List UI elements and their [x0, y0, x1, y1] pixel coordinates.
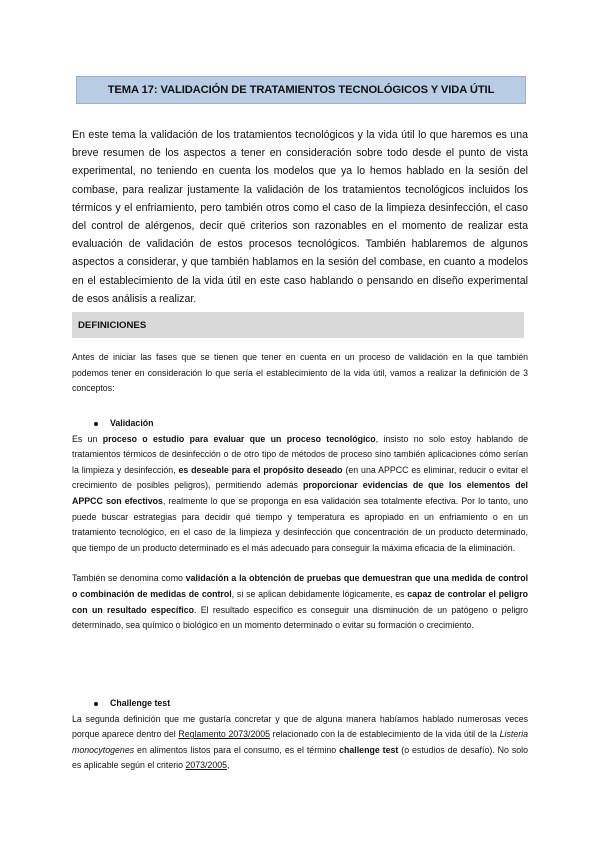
definitions-intro: [72, 350, 528, 397]
intro-text: En este tema la validación de los tratamientos tecnológicos y la vida útil lo que haremos es una breve resumen de los aspectos a tener en consideración sobre todo desde el punto de vista experimental, no teniendo en cuenta los modelos que ya lo hemos hablado en la sesión del combase, para realizar justamente la validación de los tratamientos tecnológicos incluidos los térmicos y el enfriamiento, pero también otros como el caso de la limpieza desinfección, el caso del control de alérgenos, decir qué criterios son razonables en el momento de realizar esta evaluación de validación de estos procesos tecnológicos. También hablaremos de algunos aspectos a considerar, y que también hablamos en la sesión del combase, en cuanto a modelos en el establecimiento de la vida útil en este caso hablando o pensando en diseño experimental de esos análisis a realizar.: [72, 129, 528, 305]
validacion-paragraph-2: También se denomina como validación a la obtención de pruebas que demuestran que una medida de control o combinación de medidas de control, si se aplican debidamente lógicamente, es capaz de controlar el peligro con un resultado específico. El resultado específico es conseguir una disminución de un patógeno o peligro determinado, sea químico o biológico en un momento determinado o evitar su formación o crecimiento.: [72, 573, 529, 631]
bullet-icon: [94, 702, 98, 706]
bullet-icon: [94, 422, 98, 426]
section-header: [72, 312, 524, 338]
validacion-section: [72, 416, 528, 634]
bullet-validacion: [94, 416, 528, 432]
challenge-heading: Challenge test: [110, 698, 171, 708]
challenge-section: [72, 696, 528, 774]
challenge-paragraph: La segunda definición que me gustaría concretar y que de alguna manera habíamos hablado numerosas veces porque aparece dentro del Reglamento 2073/2005 relacionado con la de establecimiento de la vida útil de la Listeria monocytogenes en alimentos listos para el consumo, es el término challenge test (o estudios de desafío). No solo es aplicable según el criterio 2073/2005,: [72, 713, 529, 771]
page-title: TEMA 17: VALIDACIÓN DE TRATAMIENTOS TECNOLÓGICOS Y VIDA ÚTIL: [107, 84, 495, 96]
definitions-intro-text: Antes de iniciar las fases que se tienen que tener en cuenta en un proceso de validación en la que también podemos tener en consideración lo que sería el establecimiento de la vida útil, vamos a realizar la definición de 3 conceptos:: [72, 352, 528, 394]
section-title: DEFINICIONES: [78, 319, 147, 331]
title-banner: [76, 76, 526, 104]
validacion-heading: Validación: [110, 418, 154, 428]
regulation-link: Reglamento 2073/2005: [178, 729, 271, 740]
criterion-link: 2073/2005: [185, 760, 228, 771]
validacion-paragraph-1: Es un proceso o estudio para evaluar que un proceso tecnológico, insisto no solo estoy hablando de tratamientos térmicos de desinfección o de otro tipo de métodos de proceso sino también aplicaciones cómo serían la limpieza y desinfección, es deseable para el propósito deseado (en una APPCC es eliminar, reducir o evitar el crecimiento de posibles peligros), permitiendo además proporcionar evidencias de que los elementos del APPCC son efectivos, realmente lo que se proponga en esa validación sea totalmente efectiva. Por lo tanto, uno puede buscar estrategias para decidir qué tiempo y temperatura es apropiado en un enfriamiento o en un tratamiento tecnológico, en el caso de la limpieza y desinfección que concentración de un producto determinado, que tiempo de un producto determinado es el más adecuado para conseguir la máxima eficacia de la eliminación.: [72, 433, 529, 553]
intro-paragraph: [72, 126, 528, 308]
bullet-challenge: [94, 696, 528, 712]
